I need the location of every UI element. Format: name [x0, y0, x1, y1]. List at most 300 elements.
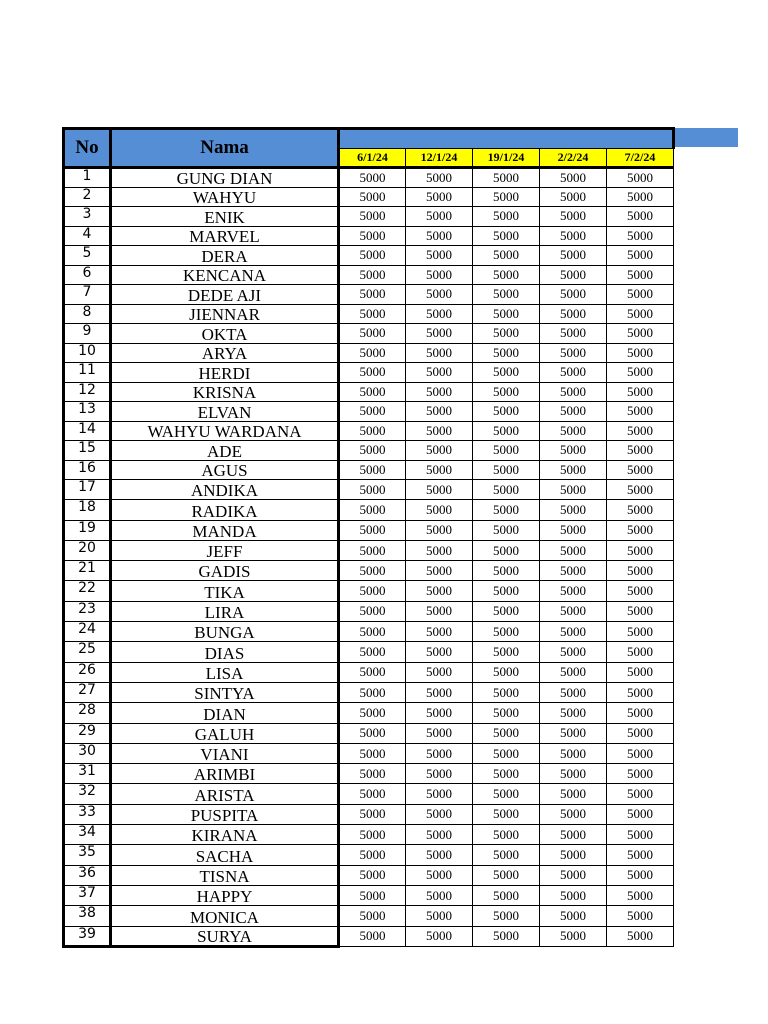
cell-amount[interactable]: 5000: [473, 926, 540, 946]
cell-nama[interactable]: MARVEL: [111, 226, 339, 246]
cell-no[interactable]: 30: [64, 743, 111, 763]
cell-amount[interactable]: 5000: [540, 723, 607, 743]
cell-amount[interactable]: 5000: [406, 382, 473, 402]
cell-amount[interactable]: 5000: [406, 662, 473, 682]
cell-amount[interactable]: 5000: [339, 265, 406, 285]
cell-amount[interactable]: 5000: [406, 865, 473, 885]
cell-nama[interactable]: WAHYU: [111, 187, 339, 207]
cell-no[interactable]: 7: [64, 285, 111, 305]
cell-no[interactable]: 6: [64, 265, 111, 285]
cell-amount[interactable]: 5000: [339, 804, 406, 824]
cell-amount[interactable]: 5000: [473, 520, 540, 540]
cell-amount[interactable]: 5000: [406, 642, 473, 662]
cell-nama[interactable]: DIAS: [111, 642, 339, 662]
cell-amount[interactable]: 5000: [607, 723, 674, 743]
cell-amount[interactable]: 5000: [540, 207, 607, 227]
table-row: [64, 743, 674, 763]
cell-amount[interactable]: 5000: [540, 561, 607, 581]
cell-amount[interactable]: 5000: [406, 581, 473, 601]
date-group-header[interactable]: [339, 129, 674, 149]
cell-amount[interactable]: 5000: [473, 168, 540, 188]
cell-no[interactable]: 17: [64, 480, 111, 500]
cell-amount[interactable]: 5000: [473, 265, 540, 285]
cell-amount[interactable]: 5000: [607, 246, 674, 266]
cell-nama[interactable]: TISNA: [111, 865, 339, 885]
cell-amount[interactable]: 5000: [473, 285, 540, 305]
cell-amount[interactable]: 5000: [406, 324, 473, 344]
cell-amount[interactable]: 5000: [607, 460, 674, 480]
cell-nama[interactable]: MANDA: [111, 520, 339, 540]
cell-amount[interactable]: 5000: [339, 285, 406, 305]
cell-amount[interactable]: 5000: [607, 926, 674, 946]
cell-amount[interactable]: 5000: [339, 622, 406, 642]
date-header-cell[interactable]: 2/2/24: [540, 149, 607, 168]
cell-amount[interactable]: 5000: [540, 804, 607, 824]
cell-amount[interactable]: 5000: [607, 500, 674, 520]
cell-amount[interactable]: 5000: [540, 885, 607, 905]
cell-amount[interactable]: 5000: [406, 906, 473, 926]
cell-nama[interactable]: OKTA: [111, 324, 339, 344]
cell-amount[interactable]: 5000: [540, 865, 607, 885]
cell-nama[interactable]: ELVAN: [111, 402, 339, 422]
cell-amount[interactable]: 5000: [607, 906, 674, 926]
cell-no[interactable]: 8: [64, 304, 111, 324]
cell-amount[interactable]: 5000: [540, 703, 607, 723]
cell-amount[interactable]: 5000: [406, 421, 473, 441]
cell-amount[interactable]: 5000: [607, 682, 674, 702]
cell-amount[interactable]: 5000: [540, 622, 607, 642]
cell-amount[interactable]: 5000: [540, 421, 607, 441]
cell-amount[interactable]: 5000: [473, 187, 540, 207]
cell-no[interactable]: 33: [64, 804, 111, 824]
cell-no[interactable]: 38: [64, 906, 111, 926]
cell-nama[interactable]: KENCANA: [111, 265, 339, 285]
cell-amount[interactable]: 5000: [339, 187, 406, 207]
cell-amount[interactable]: 5000: [473, 703, 540, 723]
cell-amount[interactable]: 5000: [607, 845, 674, 865]
cell-nama[interactable]: MONICA: [111, 906, 339, 926]
cell-amount[interactable]: 5000: [406, 926, 473, 946]
cell-amount[interactable]: 5000: [607, 363, 674, 383]
cell-amount[interactable]: 5000: [339, 421, 406, 441]
cell-amount[interactable]: 5000: [473, 226, 540, 246]
cell-amount[interactable]: 5000: [473, 480, 540, 500]
cell-amount[interactable]: 5000: [540, 441, 607, 461]
cell-no[interactable]: 18: [64, 500, 111, 520]
cell-amount[interactable]: 5000: [540, 343, 607, 363]
cell-nama[interactable]: ADE: [111, 441, 339, 461]
cell-no[interactable]: 3: [64, 207, 111, 227]
cell-amount[interactable]: 5000: [473, 561, 540, 581]
cell-no[interactable]: 26: [64, 662, 111, 682]
table-row: [64, 885, 674, 905]
cell-amount[interactable]: 5000: [540, 906, 607, 926]
table-row: [64, 622, 674, 642]
cell-amount[interactable]: 5000: [473, 601, 540, 621]
cell-amount[interactable]: 5000: [406, 168, 473, 188]
cell-amount[interactable]: 5000: [406, 804, 473, 824]
cell-amount[interactable]: 5000: [607, 265, 674, 285]
cell-nama[interactable]: DIAN: [111, 703, 339, 723]
cell-amount[interactable]: 5000: [540, 682, 607, 702]
cell-amount[interactable]: 5000: [607, 581, 674, 601]
cell-amount[interactable]: 5000: [406, 540, 473, 560]
cell-amount[interactable]: 5000: [540, 784, 607, 804]
cell-amount[interactable]: 5000: [607, 520, 674, 540]
cell-nama[interactable]: TIKA: [111, 581, 339, 601]
cell-amount[interactable]: 5000: [607, 421, 674, 441]
cell-amount[interactable]: 5000: [540, 187, 607, 207]
table-row: [64, 187, 674, 207]
cell-amount[interactable]: 5000: [473, 906, 540, 926]
cell-amount[interactable]: 5000: [406, 246, 473, 266]
cell-amount[interactable]: 5000: [339, 324, 406, 344]
cell-nama[interactable]: VIANI: [111, 743, 339, 763]
cell-amount[interactable]: 5000: [406, 441, 473, 461]
cell-amount[interactable]: 5000: [339, 601, 406, 621]
cell-amount[interactable]: 5000: [339, 540, 406, 560]
cell-nama[interactable]: HAPPY: [111, 885, 339, 905]
cell-no[interactable]: 27: [64, 682, 111, 702]
table-row: [64, 207, 674, 227]
cell-amount[interactable]: 5000: [607, 207, 674, 227]
cell-amount[interactable]: 5000: [540, 500, 607, 520]
cell-amount[interactable]: 5000: [473, 581, 540, 601]
cell-nama[interactable]: WAHYU WARDANA: [111, 421, 339, 441]
table-row: [64, 324, 674, 344]
cell-amount[interactable]: 5000: [406, 285, 473, 305]
cell-amount[interactable]: 5000: [540, 304, 607, 324]
cell-amount[interactable]: 5000: [607, 343, 674, 363]
column-header-no[interactable]: No: [64, 129, 111, 168]
cell-nama[interactable]: SURYA: [111, 926, 339, 946]
cell-amount[interactable]: 5000: [406, 402, 473, 422]
cell-no[interactable]: 16: [64, 460, 111, 480]
cell-nama[interactable]: HERDI: [111, 363, 339, 383]
cell-amount[interactable]: 5000: [339, 784, 406, 804]
cell-amount[interactable]: 5000: [607, 825, 674, 845]
table-row: [64, 500, 674, 520]
cell-amount[interactable]: 5000: [607, 764, 674, 784]
cell-amount[interactable]: 5000: [406, 500, 473, 520]
cell-amount[interactable]: 5000: [540, 662, 607, 682]
date-header-cell[interactable]: 19/1/24: [473, 149, 540, 168]
payment-table: [62, 127, 675, 948]
cell-no[interactable]: 10: [64, 343, 111, 363]
table-row: [64, 581, 674, 601]
cell-amount[interactable]: 5000: [406, 764, 473, 784]
cell-no[interactable]: 5: [64, 246, 111, 266]
cell-amount[interactable]: 5000: [339, 723, 406, 743]
cell-nama[interactable]: LIRA: [111, 601, 339, 621]
cell-amount[interactable]: 5000: [473, 865, 540, 885]
cell-amount[interactable]: 5000: [540, 246, 607, 266]
cell-amount[interactable]: 5000: [607, 441, 674, 461]
cell-amount[interactable]: 5000: [607, 480, 674, 500]
cell-amount[interactable]: 5000: [406, 682, 473, 702]
cell-amount[interactable]: 5000: [540, 926, 607, 946]
cell-amount[interactable]: 5000: [406, 363, 473, 383]
cell-no[interactable]: 34: [64, 825, 111, 845]
cell-amount[interactable]: 5000: [339, 207, 406, 227]
cell-amount[interactable]: 5000: [339, 825, 406, 845]
cell-amount[interactable]: 5000: [607, 743, 674, 763]
cell-no[interactable]: 11: [64, 363, 111, 383]
cell-amount[interactable]: 5000: [406, 601, 473, 621]
table-row: [64, 662, 674, 682]
cell-amount[interactable]: 5000: [473, 402, 540, 422]
cell-amount[interactable]: 5000: [607, 382, 674, 402]
cell-amount[interactable]: 5000: [339, 926, 406, 946]
cell-no[interactable]: 29: [64, 723, 111, 743]
cell-amount[interactable]: 5000: [473, 540, 540, 560]
cell-amount[interactable]: 5000: [473, 304, 540, 324]
date-header-cell[interactable]: 6/1/24: [339, 149, 406, 168]
cell-no[interactable]: 31: [64, 764, 111, 784]
cell-amount[interactable]: 5000: [473, 743, 540, 763]
cell-amount[interactable]: 5000: [607, 885, 674, 905]
cell-no[interactable]: 28: [64, 703, 111, 723]
cell-nama[interactable]: RADIKA: [111, 500, 339, 520]
cell-no[interactable]: 36: [64, 865, 111, 885]
cell-nama[interactable]: PUSPITA: [111, 804, 339, 824]
date-header-cell[interactable]: 12/1/24: [406, 149, 473, 168]
cell-amount[interactable]: 5000: [406, 207, 473, 227]
cell-amount[interactable]: 5000: [339, 865, 406, 885]
cell-amount[interactable]: 5000: [540, 363, 607, 383]
cell-amount[interactable]: 5000: [339, 441, 406, 461]
cell-amount[interactable]: 5000: [540, 601, 607, 621]
table-row: [64, 168, 674, 188]
cell-amount[interactable]: 5000: [607, 168, 674, 188]
cell-amount[interactable]: 5000: [406, 825, 473, 845]
cell-amount[interactable]: 5000: [607, 540, 674, 560]
cell-amount[interactable]: 5000: [406, 226, 473, 246]
cell-no[interactable]: 14: [64, 421, 111, 441]
cell-nama[interactable]: KRISNA: [111, 382, 339, 402]
cell-no[interactable]: 1: [64, 168, 111, 188]
cell-amount[interactable]: 5000: [540, 285, 607, 305]
cell-amount[interactable]: 5000: [607, 784, 674, 804]
table-row: [64, 926, 674, 946]
cell-nama[interactable]: LISA: [111, 662, 339, 682]
cell-amount[interactable]: 5000: [540, 581, 607, 601]
cell-amount[interactable]: 5000: [339, 906, 406, 926]
cell-amount[interactable]: 5000: [473, 885, 540, 905]
cell-nama[interactable]: ARIMBI: [111, 764, 339, 784]
cell-amount[interactable]: 5000: [473, 382, 540, 402]
cell-no[interactable]: 15: [64, 441, 111, 461]
cell-amount[interactable]: 5000: [540, 324, 607, 344]
cell-amount[interactable]: 5000: [406, 187, 473, 207]
cell-amount[interactable]: 5000: [607, 561, 674, 581]
cell-amount[interactable]: 5000: [540, 540, 607, 560]
date-header-cell[interactable]: 7/2/24: [607, 149, 674, 168]
cell-amount[interactable]: 5000: [540, 743, 607, 763]
cell-amount[interactable]: 5000: [540, 226, 607, 246]
cell-amount[interactable]: 5000: [607, 622, 674, 642]
cell-no[interactable]: 23: [64, 601, 111, 621]
cell-amount[interactable]: 5000: [473, 460, 540, 480]
cell-amount[interactable]: 5000: [339, 581, 406, 601]
cell-no[interactable]: 21: [64, 561, 111, 581]
cell-amount[interactable]: 5000: [406, 743, 473, 763]
cell-amount[interactable]: 5000: [339, 402, 406, 422]
cell-amount[interactable]: 5000: [339, 764, 406, 784]
cell-amount[interactable]: 5000: [339, 500, 406, 520]
cell-nama[interactable]: KIRANA: [111, 825, 339, 845]
cell-amount[interactable]: 5000: [473, 324, 540, 344]
cell-amount[interactable]: 5000: [540, 825, 607, 845]
cell-nama[interactable]: ENIK: [111, 207, 339, 227]
cell-amount[interactable]: 5000: [473, 682, 540, 702]
cell-amount[interactable]: 5000: [540, 520, 607, 540]
cell-amount[interactable]: 5000: [339, 246, 406, 266]
cell-nama[interactable]: GUNG DIAN: [111, 168, 339, 188]
cell-amount[interactable]: 5000: [473, 642, 540, 662]
cell-nama[interactable]: GALUH: [111, 723, 339, 743]
cell-amount[interactable]: 5000: [406, 343, 473, 363]
table-row: [64, 703, 674, 723]
cell-no[interactable]: 2: [64, 187, 111, 207]
cell-no[interactable]: 4: [64, 226, 111, 246]
cell-amount[interactable]: 5000: [339, 382, 406, 402]
cell-amount[interactable]: 5000: [607, 187, 674, 207]
cell-amount[interactable]: 5000: [607, 662, 674, 682]
cell-amount[interactable]: 5000: [607, 804, 674, 824]
cell-amount[interactable]: 5000: [339, 226, 406, 246]
cell-nama[interactable]: DERA: [111, 246, 339, 266]
cell-amount[interactable]: 5000: [406, 845, 473, 865]
cell-amount[interactable]: 5000: [473, 723, 540, 743]
table-row: [64, 825, 674, 845]
cell-no[interactable]: 19: [64, 520, 111, 540]
cell-nama[interactable]: ARYA: [111, 343, 339, 363]
table-row: [64, 865, 674, 885]
cell-nama[interactable]: BUNGA: [111, 622, 339, 642]
cell-amount[interactable]: 5000: [473, 804, 540, 824]
cell-amount[interactable]: 5000: [540, 845, 607, 865]
cell-amount[interactable]: 5000: [339, 363, 406, 383]
cell-nama[interactable]: JIENNAR: [111, 304, 339, 324]
cell-amount[interactable]: 5000: [406, 480, 473, 500]
cell-amount[interactable]: 5000: [473, 662, 540, 682]
cell-amount[interactable]: 5000: [339, 520, 406, 540]
cell-amount[interactable]: 5000: [607, 304, 674, 324]
table-row: [64, 520, 674, 540]
cell-amount[interactable]: 5000: [473, 825, 540, 845]
cell-amount[interactable]: 5000: [339, 703, 406, 723]
cell-amount[interactable]: 5000: [406, 622, 473, 642]
cell-no[interactable]: 35: [64, 845, 111, 865]
cell-amount[interactable]: 5000: [473, 845, 540, 865]
cell-no[interactable]: 25: [64, 642, 111, 662]
cell-amount[interactable]: 5000: [473, 441, 540, 461]
cell-amount[interactable]: 5000: [540, 402, 607, 422]
cell-amount[interactable]: 5000: [339, 343, 406, 363]
cell-amount[interactable]: 5000: [607, 865, 674, 885]
cell-amount[interactable]: 5000: [607, 285, 674, 305]
cell-amount[interactable]: 5000: [339, 168, 406, 188]
table-row: [64, 540, 674, 560]
cell-amount[interactable]: 5000: [406, 561, 473, 581]
cell-amount[interactable]: 5000: [473, 343, 540, 363]
cell-amount[interactable]: 5000: [339, 845, 406, 865]
cell-nama[interactable]: AGUS: [111, 460, 339, 480]
cell-amount[interactable]: 5000: [473, 500, 540, 520]
cell-amount[interactable]: 5000: [540, 265, 607, 285]
cell-amount[interactable]: 5000: [607, 703, 674, 723]
cell-amount[interactable]: 5000: [406, 460, 473, 480]
cell-amount[interactable]: 5000: [473, 363, 540, 383]
cell-amount[interactable]: 5000: [473, 207, 540, 227]
cell-amount[interactable]: 5000: [473, 622, 540, 642]
cell-nama[interactable]: SACHA: [111, 845, 339, 865]
cell-amount[interactable]: 5000: [540, 642, 607, 662]
cell-no[interactable]: 12: [64, 382, 111, 402]
cell-amount[interactable]: 5000: [339, 642, 406, 662]
cell-amount[interactable]: 5000: [406, 703, 473, 723]
table-row: [64, 343, 674, 363]
cell-amount[interactable]: 5000: [339, 304, 406, 324]
cell-no[interactable]: 39: [64, 926, 111, 946]
cell-amount[interactable]: 5000: [540, 480, 607, 500]
cell-amount[interactable]: 5000: [607, 642, 674, 662]
cell-no[interactable]: 32: [64, 784, 111, 804]
cell-nama[interactable]: DEDE AJI: [111, 285, 339, 305]
cell-amount[interactable]: 5000: [607, 601, 674, 621]
cell-amount[interactable]: 5000: [406, 885, 473, 905]
cell-amount[interactable]: 5000: [540, 764, 607, 784]
cell-amount[interactable]: 5000: [473, 764, 540, 784]
cell-amount[interactable]: 5000: [607, 324, 674, 344]
cell-nama[interactable]: JEFF: [111, 540, 339, 560]
cell-nama[interactable]: GADIS: [111, 561, 339, 581]
cell-amount[interactable]: 5000: [540, 168, 607, 188]
cell-nama[interactable]: ANDIKA: [111, 480, 339, 500]
cell-amount[interactable]: 5000: [339, 561, 406, 581]
cell-amount[interactable]: 5000: [406, 784, 473, 804]
cell-amount[interactable]: 5000: [607, 226, 674, 246]
cell-amount[interactable]: 5000: [406, 304, 473, 324]
cell-amount[interactable]: 5000: [473, 784, 540, 804]
cell-nama[interactable]: ARISTA: [111, 784, 339, 804]
cell-amount[interactable]: 5000: [339, 480, 406, 500]
table-row: [64, 804, 674, 824]
cell-amount[interactable]: 5000: [339, 682, 406, 702]
cell-amount[interactable]: 5000: [473, 246, 540, 266]
cell-no[interactable]: 9: [64, 324, 111, 344]
cell-amount[interactable]: 5000: [540, 460, 607, 480]
cell-amount[interactable]: 5000: [339, 743, 406, 763]
cell-amount[interactable]: 5000: [540, 382, 607, 402]
cell-nama[interactable]: SINTYA: [111, 682, 339, 702]
cell-no[interactable]: 24: [64, 622, 111, 642]
cell-no[interactable]: 13: [64, 402, 111, 422]
cell-amount[interactable]: 5000: [406, 520, 473, 540]
cell-amount[interactable]: 5000: [473, 421, 540, 441]
cell-amount[interactable]: 5000: [339, 662, 406, 682]
cell-amount[interactable]: 5000: [339, 460, 406, 480]
cell-no[interactable]: 20: [64, 540, 111, 560]
cell-no[interactable]: 22: [64, 581, 111, 601]
cell-no[interactable]: 37: [64, 885, 111, 905]
cell-amount[interactable]: 5000: [406, 265, 473, 285]
column-header-nama[interactable]: Nama: [111, 129, 339, 168]
cell-amount[interactable]: 5000: [339, 885, 406, 905]
cell-amount[interactable]: 5000: [607, 402, 674, 422]
cell-amount[interactable]: 5000: [406, 723, 473, 743]
